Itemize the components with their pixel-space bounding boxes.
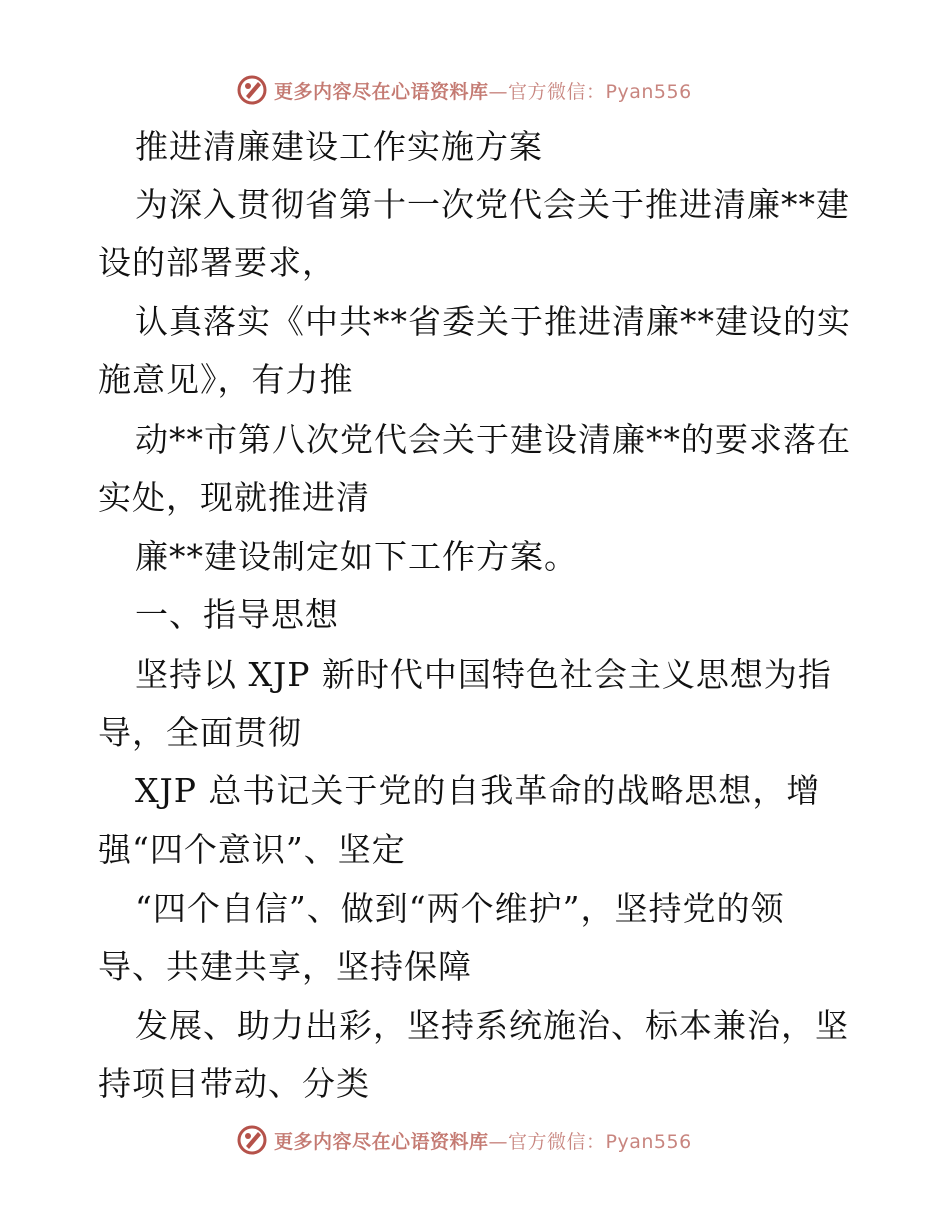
paragraph-line: 发展、助力出彩，坚持系统施治、标本兼治，坚	[135, 1006, 849, 1045]
paragraph-line: 廉**建设制定如下工作方案。	[135, 537, 578, 576]
document-title: 推进清廉建设工作实施方案	[135, 127, 543, 166]
paragraph-line: 认真落实《中共**省委关于推进清廉**建设的实	[135, 302, 851, 341]
paragraph-line: 实处，现就推进清	[98, 478, 370, 517]
paragraph-line: XJP 总书记关于党的自我革命的战略思想，增	[135, 771, 821, 810]
watermark-text: 更多内容尽在心语资料库—官方微信：Pyan556	[274, 80, 692, 103]
paragraph-line: 为深入贯彻省第十一次党代会关于推进清廉**建	[135, 185, 850, 224]
paragraph-line: 坚持以 XJP 新时代中国特色社会主义思想为指	[135, 655, 832, 694]
paragraph-line: 施意见》，有力推	[98, 360, 354, 399]
paragraph-line: 导、共建共享，坚持保障	[98, 947, 472, 986]
paragraph-line: 持项目带动、分类	[98, 1064, 370, 1103]
paragraph-line: “四个自信”、做到“两个维护”，坚持党的领	[135, 889, 785, 928]
watermark-footer	[236, 1122, 756, 1158]
paragraph-line: 设的部署要求，	[98, 243, 336, 282]
watermark-text: 更多内容尽在心语资料库—官方微信：Pyan556	[274, 1130, 692, 1153]
section-heading: 一、指导思想	[135, 595, 339, 634]
logo-icon	[236, 1124, 268, 1156]
paragraph-line: 强“四个意识”、坚定	[98, 830, 406, 869]
paragraph-line: 导，全面贯彻	[98, 713, 302, 752]
paragraph-line: 动**市第八次党代会关于建设清廉**的要求落在	[135, 420, 851, 459]
